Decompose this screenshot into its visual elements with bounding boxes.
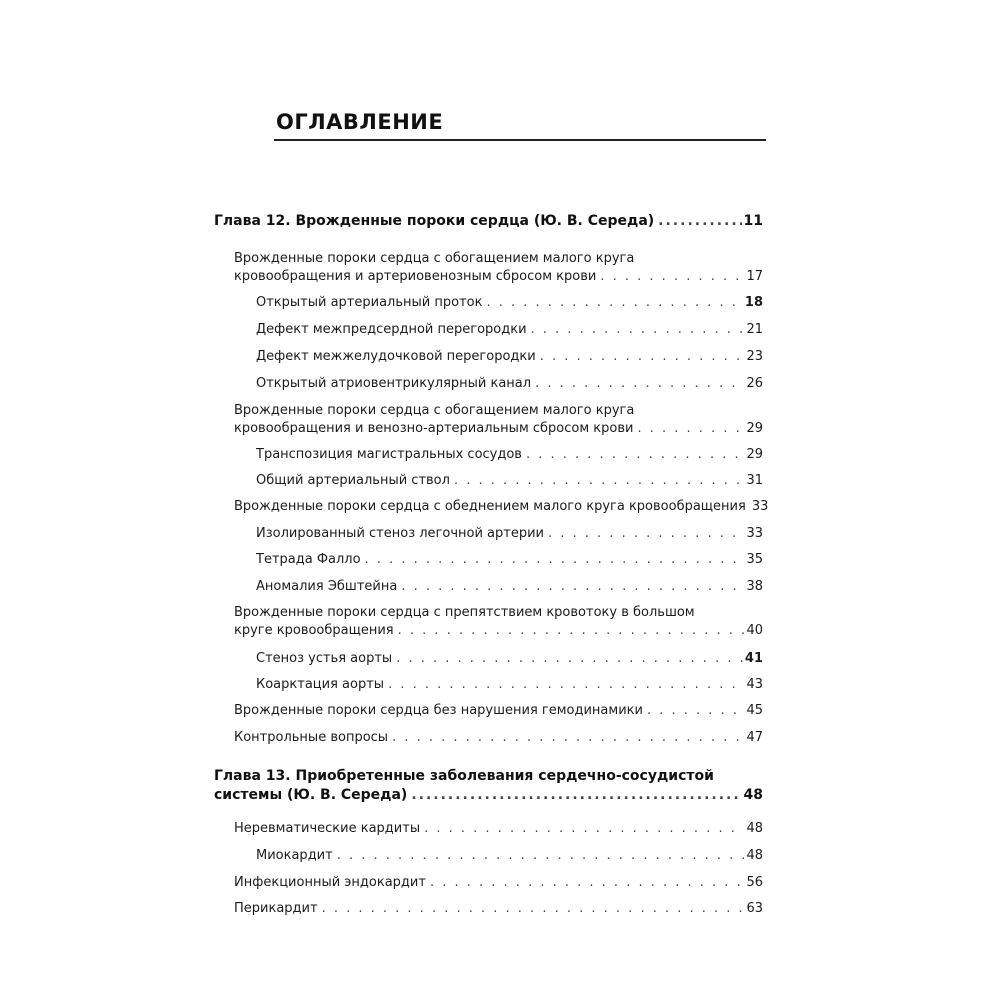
dot-leader <box>647 702 744 720</box>
dot-leader <box>637 420 744 438</box>
dot-leader <box>411 786 741 805</box>
toc-entry-title: Врожденные пороки сердца с обогащением малого круга <box>234 251 635 266</box>
toc-entry-title: Неревматические кардиты <box>234 821 421 836</box>
dot-leader <box>454 472 745 490</box>
toc-entry-subsection[interactable] <box>256 578 763 596</box>
toc-entry-subsection[interactable] <box>256 525 763 543</box>
toc-entry-subsection[interactable] <box>256 650 763 668</box>
dot-leader <box>486 294 742 312</box>
toc-entry-title: кровообращения и венозно-артериальным сбросом крови <box>234 421 634 436</box>
toc-entry-title: Тетрада Фалло <box>256 552 361 567</box>
dot-leader <box>430 874 745 892</box>
toc-entry-subsection[interactable] <box>256 348 763 366</box>
toc-entry-title: Врожденные пороки сердца без нарушения гемодинамики <box>234 703 643 718</box>
toc-entry-section[interactable] <box>234 498 769 516</box>
toc-entry-title: Контрольные вопросы <box>234 730 389 745</box>
toc-page-number: 29 <box>746 447 763 462</box>
dot-leader <box>424 820 744 838</box>
toc-entry-title: Врожденные пороки сердца с обеднением малого круга кровообращения <box>234 499 746 514</box>
toc-entry-subsection[interactable] <box>256 321 763 339</box>
toc-entry-chapter[interactable] <box>214 767 763 805</box>
toc-entry-subsection[interactable] <box>256 676 763 694</box>
dot-leader <box>392 729 744 747</box>
dot-leader <box>322 900 745 918</box>
toc-entry-section[interactable] <box>234 402 763 438</box>
toc-page-number: 48 <box>746 848 763 863</box>
page-title: ОГЛАВЛЕНИЕ <box>276 110 444 134</box>
toc-page-number: 33 <box>751 499 769 514</box>
toc-entry-title: Глава 12. Врожденные пороки сердца (Ю. В. Середа) <box>214 213 655 229</box>
dot-leader <box>658 212 741 231</box>
toc-entry-title: системы (Ю. В. Середа) <box>214 787 408 803</box>
toc-entry-title: Дефект межжелудочковой перегородки <box>256 349 536 364</box>
toc-page-number: 48 <box>746 821 763 836</box>
toc-page-number: 33 <box>746 526 763 541</box>
dot-leader <box>548 525 744 543</box>
dot-leader <box>401 578 744 596</box>
toc-entry-chapter[interactable] <box>214 212 763 231</box>
toc-page-number: 48 <box>743 787 763 803</box>
toc-page-number: 11 <box>743 213 763 229</box>
toc-entry-subsection[interactable] <box>256 446 763 464</box>
toc-entry-subsection[interactable] <box>256 551 763 569</box>
toc-page-number: 31 <box>746 473 763 488</box>
toc-entry-title: Дефект межпредсердной перегородки <box>256 322 527 337</box>
toc-entry-section[interactable] <box>234 820 763 838</box>
toc-page-number: 35 <box>746 552 763 567</box>
dot-leader <box>337 847 745 865</box>
dot-leader <box>398 622 745 640</box>
toc-page-number: 41 <box>744 651 763 666</box>
dot-leader <box>600 268 744 286</box>
toc-page-number: 38 <box>746 579 763 594</box>
dot-leader <box>535 375 744 393</box>
toc-entry-title: Стеноз устья аорты <box>256 651 393 666</box>
toc-entry-title: Изолированный стеноз легочной артерии <box>256 526 544 541</box>
dot-leader <box>526 446 744 464</box>
toc-page-number: 18 <box>744 295 763 310</box>
toc-entry-subsection[interactable] <box>256 847 763 865</box>
toc-entry-section[interactable] <box>234 250 763 286</box>
toc-page-number: 17 <box>746 269 763 284</box>
toc-entry-title: Миокардит <box>256 848 333 863</box>
toc-entry-section[interactable] <box>234 874 763 892</box>
toc-entry-title: Глава 13. Приобретенные заболевания сердечно-сосудистой <box>214 768 714 784</box>
toc-page-number: 26 <box>746 376 763 391</box>
toc-page-number: 40 <box>746 623 763 638</box>
toc-entry-subsection[interactable] <box>256 375 763 393</box>
toc-entry-title: Аномалия Эбштейна <box>256 579 398 594</box>
toc-entry-title: круге кровообращения <box>234 623 394 638</box>
toc-entry-section[interactable] <box>234 729 763 747</box>
toc-page-number: 29 <box>746 421 763 436</box>
toc-page-number: 63 <box>746 901 763 916</box>
dot-leader <box>396 650 743 668</box>
toc-entry-section[interactable] <box>234 900 763 918</box>
toc-entry-title: Перикардит <box>234 901 318 916</box>
dot-leader <box>540 348 745 366</box>
toc-page-number: 56 <box>746 875 763 890</box>
toc-entry-title: Общий артериальный ствол <box>256 473 450 488</box>
dot-leader <box>388 676 744 694</box>
toc-entry-subsection[interactable] <box>256 294 763 312</box>
toc-entry-title: Открытый артериальный проток <box>256 295 483 310</box>
toc-entry-title: Коарктация аорты <box>256 677 385 692</box>
dot-leader <box>365 551 745 569</box>
dot-leader <box>531 321 745 339</box>
toc-entry-section[interactable] <box>234 604 763 640</box>
toc-entry-title: Врожденные пороки сердца с обогащением малого круга <box>234 403 635 418</box>
toc-page-number: 21 <box>746 322 763 337</box>
toc-entry-section[interactable] <box>234 702 763 720</box>
toc-entry-title: Врожденные пороки сердца с препятствием кровотоку в большом <box>234 605 695 620</box>
toc-entry-subsection[interactable] <box>256 472 763 490</box>
toc-entry-title: Транспозиция магистральных сосудов <box>256 447 522 462</box>
toc-page-number: 45 <box>746 703 763 718</box>
toc-entry-title: Инфекционный эндокардит <box>234 875 426 890</box>
toc-page-number: 23 <box>746 349 763 364</box>
toc-entry-title: Открытый атриовентрикулярный канал <box>256 376 532 391</box>
toc-page-number: 43 <box>746 677 763 692</box>
toc-entry-title: кровообращения и артериовенозным сбросом крови <box>234 269 597 284</box>
toc-page-number: 47 <box>746 730 763 745</box>
